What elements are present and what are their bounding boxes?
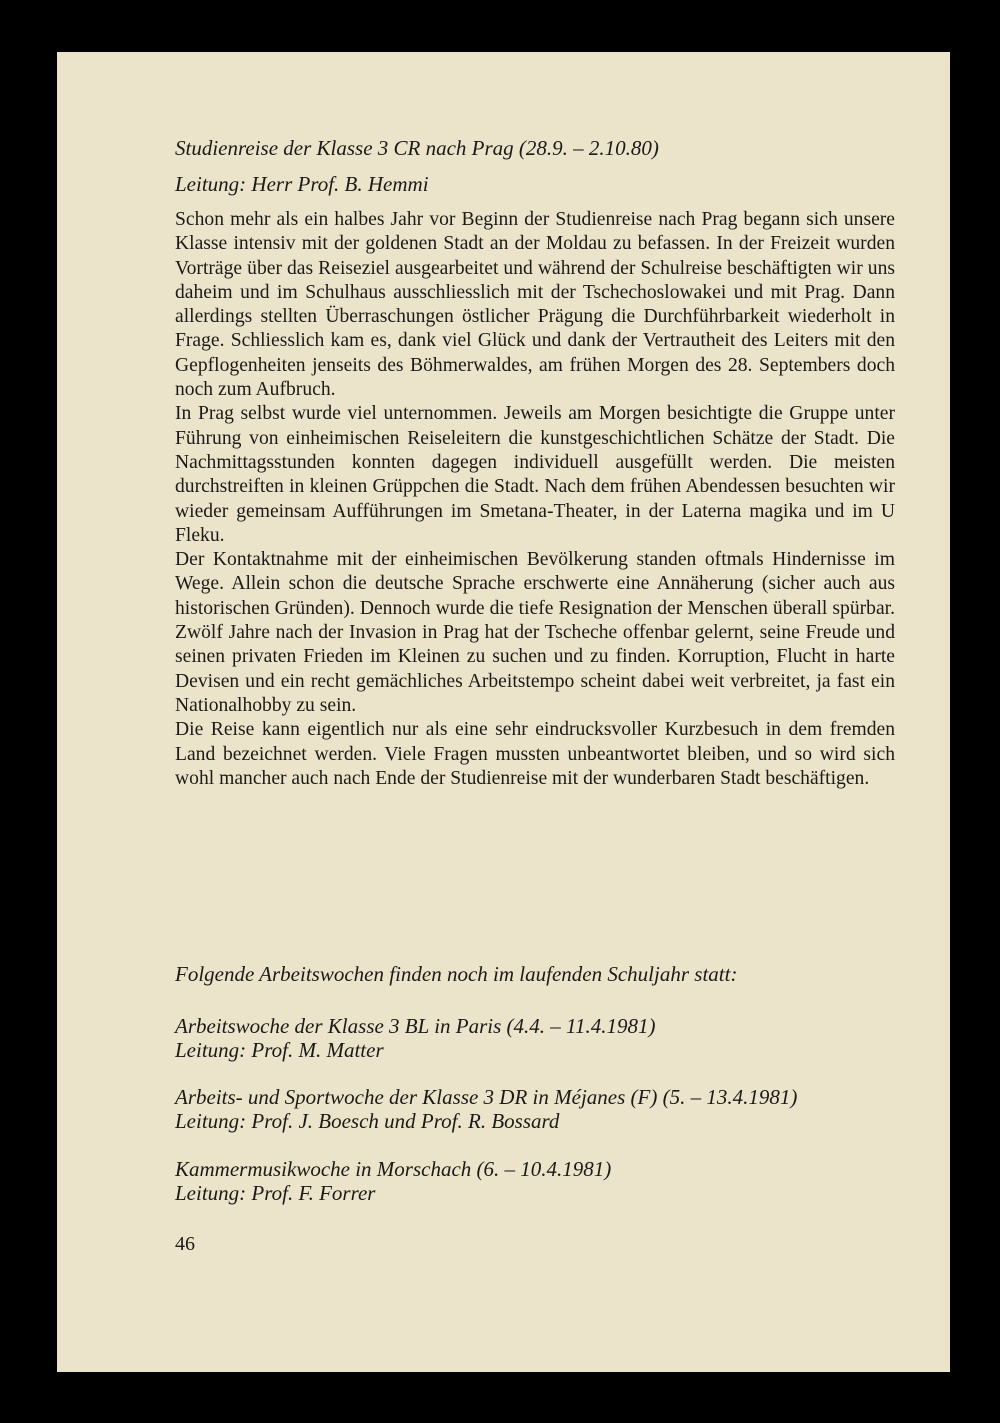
page-number: 46 <box>175 1233 195 1255</box>
article-leader: Leitung: Herr Prof. B. Hemmi <box>175 172 429 196</box>
article-title: Studienreise der Klasse 3 CR nach Prag (28.9. – 2.10.80) <box>175 136 659 160</box>
document-page <box>57 52 950 1372</box>
paragraph: Schon mehr als ein halbes Jahr vor Beginn der Studienreise nach Prag begann sich unsere Klasse intensiv mit der goldenen Stadt an der Moldau zu befassen. In der Freizeit wurden Vorträge über das Reiseziel ausgearbeitet und während der Schulreise beschäftigten wir uns daheim und im Schulhaus ausschliesslich mit der Tschechoslowakei und mit Prag. Dann allerdings stellten Überraschungen östlicher Prägung die Durchführbarkeit wiederholt in Frage. Schliesslich kam es, dank viel Glück und dank der Vertrautheit des Leiters mit den Gepflogenheiten jenseits des Böhmerwaldes, am frühen Morgen des 28. Septembers doch noch zum Aufbruch. <box>175 209 895 401</box>
week-title: Arbeits- und Sportwoche der Klasse 3 DR in Méjanes (F) (5. – 13.4.1981) <box>175 1085 798 1109</box>
week-leader: Leitung: Prof. M. Matter <box>175 1038 384 1062</box>
paragraph: Die Reise kann eigentlich nur als eine sehr eindrucksvoller Kurzbesuch in dem fremden Land bezeichnet werden. Viele Fragen mussten unbeantwortet bleiben, und so wird sich wohl mancher auch nach Ende der Studienreise mit der wunderbaren Stadt beschäftigen. <box>175 719 895 789</box>
article-body <box>175 208 895 791</box>
week-title: Arbeitswoche der Klasse 3 BL in Paris (4.4. – 11.4.1981) <box>175 1014 656 1038</box>
week-leader: Leitung: Prof. F. Forrer <box>175 1181 376 1205</box>
upcoming-intro: Folgende Arbeitswochen finden noch im laufenden Schuljahr statt: <box>175 962 738 986</box>
paragraph: In Prag selbst wurde viel unternommen. Jeweils am Morgen besichtigte die Gruppe unter Führung von einheimischen Reiseleitern die kunstgeschichtlichen Schätze der Stadt. Die Nachmittagsstunden konnten dagegen individuell ausgefüllt werden. Die meisten durchstreiften in kleinen Grüppchen die Stadt. Nach dem frühen Abendessen besuchten wir wieder gemeinsam Aufführungen im Smetana-Theater, in der Laterna magika und im U Fleku. <box>175 403 895 546</box>
week-leader: Leitung: Prof. J. Boesch und Prof. R. Bossard <box>175 1109 560 1133</box>
paragraph: Der Kontaktnahme mit der einheimischen Bevölkerung standen oftmals Hindernisse im Wege. Allein schon die deutsche Sprache erschwerte eine Annäherung (sicher auch aus historischen Gründen). Dennoch wurde die tiefe Resignation der Menschen überall spürbar. Zwölf Jahre nach der Invasion in Prag hat der Tscheche offenbar gelernt, seine Freude und seinen privaten Frieden im Kleinen zu suchen und zu finden. Korruption, Flucht in harte Devisen und ein recht gemächliches Arbeitstempo scheint dabei weit verbreitet, ja fast ein Nationalhobby zu sein. <box>175 549 895 716</box>
week-title: Kammermusikwoche in Morschach (6. – 10.4.1981) <box>175 1157 612 1181</box>
